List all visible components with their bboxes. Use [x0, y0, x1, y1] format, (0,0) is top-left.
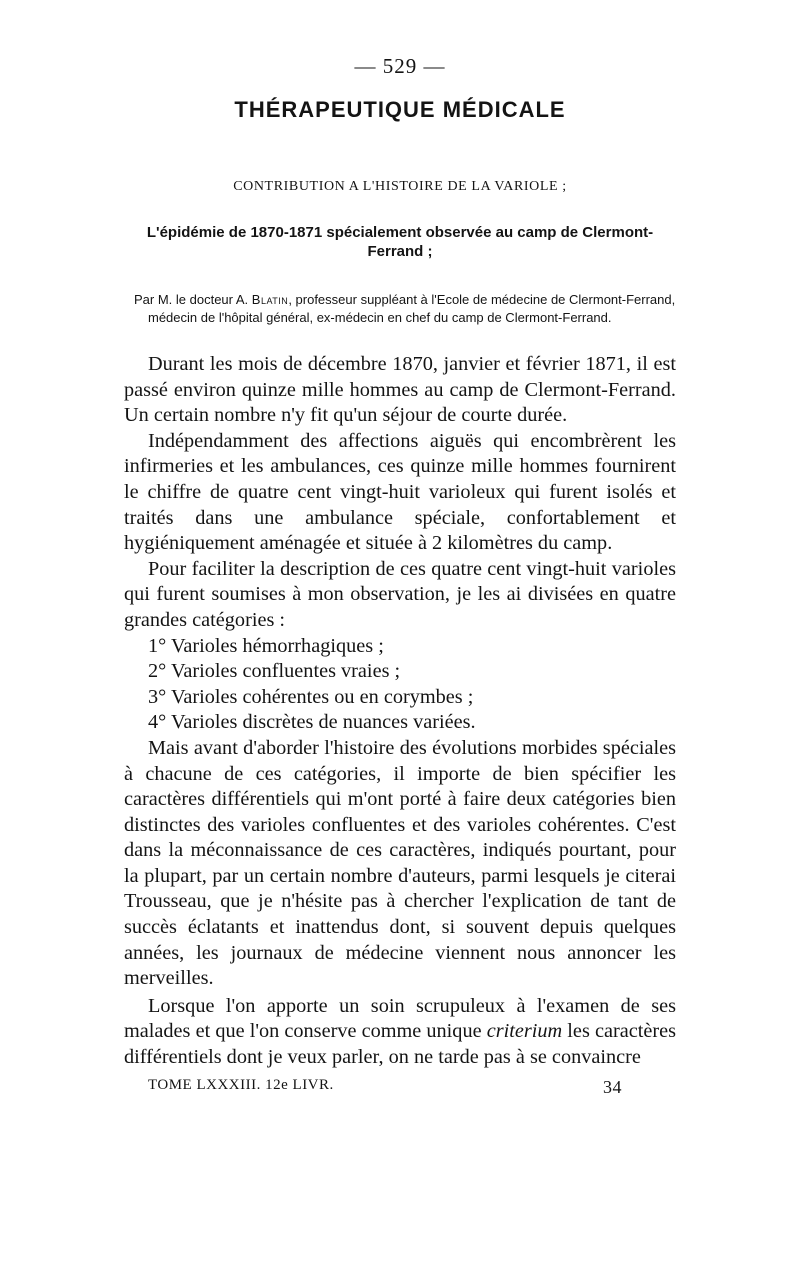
- page-number: — 529 —: [354, 54, 446, 78]
- article-heading: L'épidémie de 1870-1871 spécialement observée au camp de Clermont-Ferrand ;: [146, 224, 654, 260]
- paragraph: [124, 994, 676, 1071]
- paragraph: Indépendamment des affections aiguës qui encombrèrent les infirmeries et les ambulances, ces quinze mille hommes fournirent le chiffre de quatre cent vingt-huit varioleux qui furent isolés et traités dans une ambulance spéciale, confortablement et hygiéniquement aménagée et située à 2 kilomètres du camp.: [124, 429, 676, 555]
- paragraph: Pour faciliter la description de ces quatre cent vingt-huit varioles qui furent soumises à mon observation, je les ai divisées en quatre grandes catégories :: [124, 557, 676, 631]
- document-page: [124, 54, 676, 1098]
- author-name: Blatin: [251, 292, 289, 307]
- author-affiliation: , professeur suppléant à l'Ecole de médecine de Clermont-Ferrand, médecin de l'hôpital général, ex-médecin en chef du camp de Clermont-Ferrand.: [148, 292, 676, 325]
- paragraph-text: Lorsque l'on apporte un soin scrupuleux à l'examen de ses malades et que l'on conserve comme unique: [124, 994, 676, 1043]
- list-item: 4° Varioles discrètes de nuances variées.: [148, 711, 476, 734]
- list-item: 3° Varioles cohérentes ou en corymbes ;: [148, 685, 474, 708]
- author-line: [124, 291, 676, 327]
- author-prefix: Par M. le docteur A.: [134, 292, 249, 307]
- paragraph-text: les caractères différentiels dont je veux parler, on ne tarde pas à se convaincre: [124, 1020, 676, 1069]
- footer-signature: 34: [603, 1076, 622, 1097]
- paragraph: Durant les mois de décembre 1870, janvier et février 1871, il est passé environ quinze mille hommes au camp de Clermont-Ferrand. Un certain nombre n'y fit qu'un séjour de courte durée.: [124, 353, 676, 427]
- paragraph: Mais avant d'aborder l'histoire des évolutions morbides spéciales à chacune de ces catégories, il importe de bien spécifier les caractères différentiels qui m'ont porté à faire deux catégories bien distinctes des varioles confluentes et des varioles cohérentes. C'est dans la méconnaissance de ces caractères, indiqués pourtant, pour la plupart, par un certain nombre d'auteurs, parmi lesquels je citerai Trousseau, que je n'hésite pas à chercher l'explication de tant de succès éclatants et inattendus dont, si souvent depuis quelques années, les journaux de médecine viennent nous annoncer les merveilles.: [124, 736, 676, 990]
- list-item: 1° Varioles hémorrhagiques ;: [148, 634, 384, 657]
- body-text: [124, 352, 676, 1071]
- section-title: THÉRAPEUTIQUE MÉDICALE: [234, 97, 566, 122]
- list-item: 2° Varioles confluentes vraies ;: [148, 660, 401, 683]
- page-footer: [124, 1077, 676, 1098]
- italic-term: criterium: [486, 1020, 563, 1043]
- footer-volume: TOME LXXXIII. 12e LIVR.: [148, 1076, 334, 1093]
- article-subtitle: CONTRIBUTION A L'HISTOIRE DE LA VARIOLE ;: [233, 179, 567, 194]
